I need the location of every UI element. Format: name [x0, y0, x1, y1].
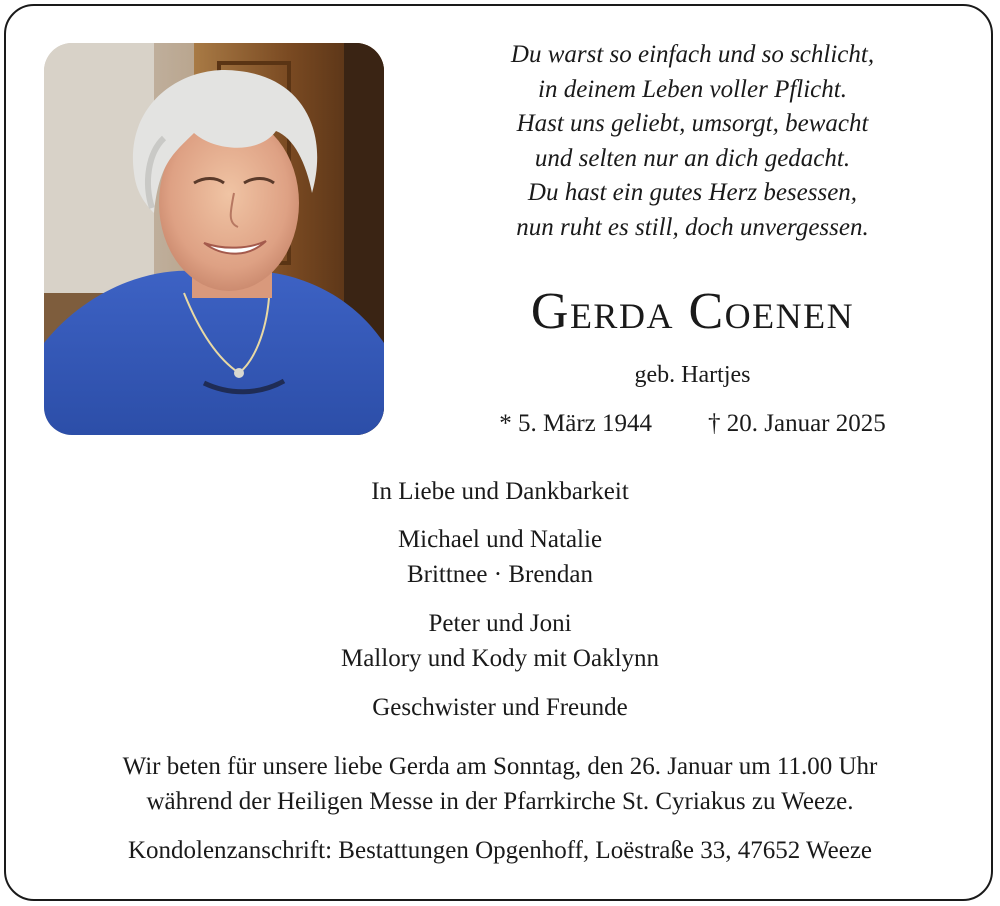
- birth-date: * 5. März 1944: [499, 410, 652, 437]
- service-info: [20, 749, 980, 819]
- death-date: † 20. Januar 2025: [708, 410, 886, 437]
- portrait-illustration: [44, 43, 384, 435]
- condolence-address: Kondolenzanschrift: Bestattungen Opgenhoff, Loëstraße 33, 47652 Weeze: [127, 837, 873, 864]
- birth-name: geb. Hartjes: [634, 362, 751, 388]
- family-line: Peter und Joni: [428, 610, 572, 637]
- mourners-others: Geschwister und Freunde: [372, 694, 628, 721]
- service-line: während der Heiligen Messe in der Pfarrkirche St. Cyriakus zu Weeze.: [146, 788, 854, 815]
- poem-line: in deinem Leben voller Pflicht.: [538, 75, 847, 103]
- poem-line: Hast uns geliebt, umsorgt, bewacht: [516, 110, 869, 138]
- mourners-intro: In Liebe und Dankbarkeit: [371, 478, 629, 505]
- family-line: Mallory und Kody mit Oaklynn: [340, 645, 660, 672]
- family-group: [150, 606, 850, 676]
- life-dates: [440, 410, 945, 438]
- deceased-name: Gerda Coenen: [530, 283, 855, 340]
- service-line: Wir beten für unsere liebe Gerda am Sonntag, den 26. Januar um 11.00 Uhr: [122, 753, 878, 780]
- memorial-poem: [440, 38, 945, 246]
- portrait-photo: [44, 43, 384, 435]
- family-line: Michael und Natalie: [397, 526, 603, 553]
- poem-line: Du hast ein gutes Herz besessen,: [527, 179, 858, 207]
- poem-line: Du warst so einfach und so schlicht,: [510, 41, 875, 68]
- poem-line: nun ruht es still, doch unvergessen.: [516, 213, 869, 241]
- family-group: [150, 522, 850, 592]
- family-line: Brittnee · Brendan: [406, 561, 594, 588]
- poem-line: und selten nur an dich gedacht.: [534, 144, 851, 172]
